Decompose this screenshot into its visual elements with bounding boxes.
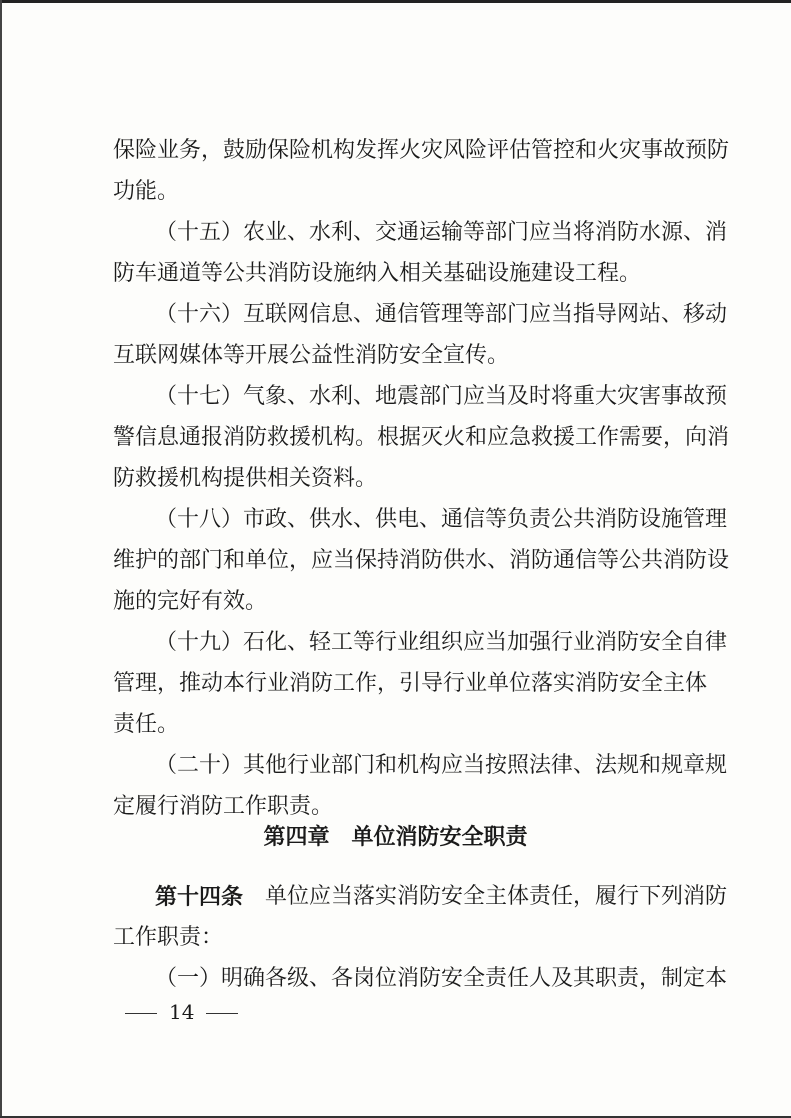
paragraph-line: 定履行消防工作职责。 xyxy=(113,794,334,819)
article-label: 第十四条 xyxy=(155,884,244,910)
footer-dash-left xyxy=(125,1013,157,1014)
paragraph-line: 互联网媒体等开展公益性消防安全宣传。 xyxy=(113,343,510,368)
paragraph-line: （一）明确各级、各岗位消防安全责任人及其职责，制定本 xyxy=(155,966,728,991)
paragraph-line: 施的完好有效。 xyxy=(113,589,268,614)
paragraph-line: 维护的部门和单位，应当保持消防供水、消防通信等公共消防设 xyxy=(113,548,730,573)
footer-dash-right xyxy=(206,1013,238,1014)
paragraph-line: 防车通道等公共消防设施纳入相关基础设施建设工程。 xyxy=(113,261,642,286)
paragraph-line: 功能。 xyxy=(113,179,180,204)
article-continuation: 工作职责： xyxy=(113,925,224,950)
chapter-heading: 第四章 单位消防安全职责 xyxy=(263,824,528,850)
paragraph-line: （十六）互联网信息、通信管理等部门应当指导网站、移动 xyxy=(155,302,728,327)
article-first-line xyxy=(155,884,728,910)
page-edge-left xyxy=(0,0,2,1118)
article-text: 单位应当落实消防安全主体责任，履行下列消防 xyxy=(265,884,728,909)
paragraph-line: （十五）农业、水利、交通运输等部门应当将消防水源、消 xyxy=(155,220,728,245)
paragraph-line: 管理，推动本行业消防工作，引导行业单位落实消防安全主体 xyxy=(113,671,708,696)
paragraph-line: 警信息通报消防救援机构。根据灭火和应急救援工作需要，向消 xyxy=(113,425,730,450)
paragraph-line: （十九）石化、轻工等行业组织应当加强行业消防安全自律 xyxy=(155,630,728,655)
paragraph-line: 保险业务，鼓励保险机构发挥火灾风险评估管控和火灾事故预防 xyxy=(113,138,730,163)
paragraph-line: （十八）市政、供水、供电、通信等负责公共消防设施管理 xyxy=(155,507,728,532)
page-number: 14 xyxy=(169,1000,195,1024)
page-number-footer xyxy=(113,1000,250,1024)
paragraph-line: （十七）气象、水利、地震部门应当及时将重大灾害事故预 xyxy=(155,384,728,409)
paragraph-line: 防救援机构提供相关资料。 xyxy=(113,466,378,491)
page-edge-top xyxy=(0,0,791,3)
paragraph-line: （二十）其他行业部门和机构应当按照法律、法规和规章规 xyxy=(155,753,728,778)
paragraph-line: 责任。 xyxy=(113,712,180,737)
